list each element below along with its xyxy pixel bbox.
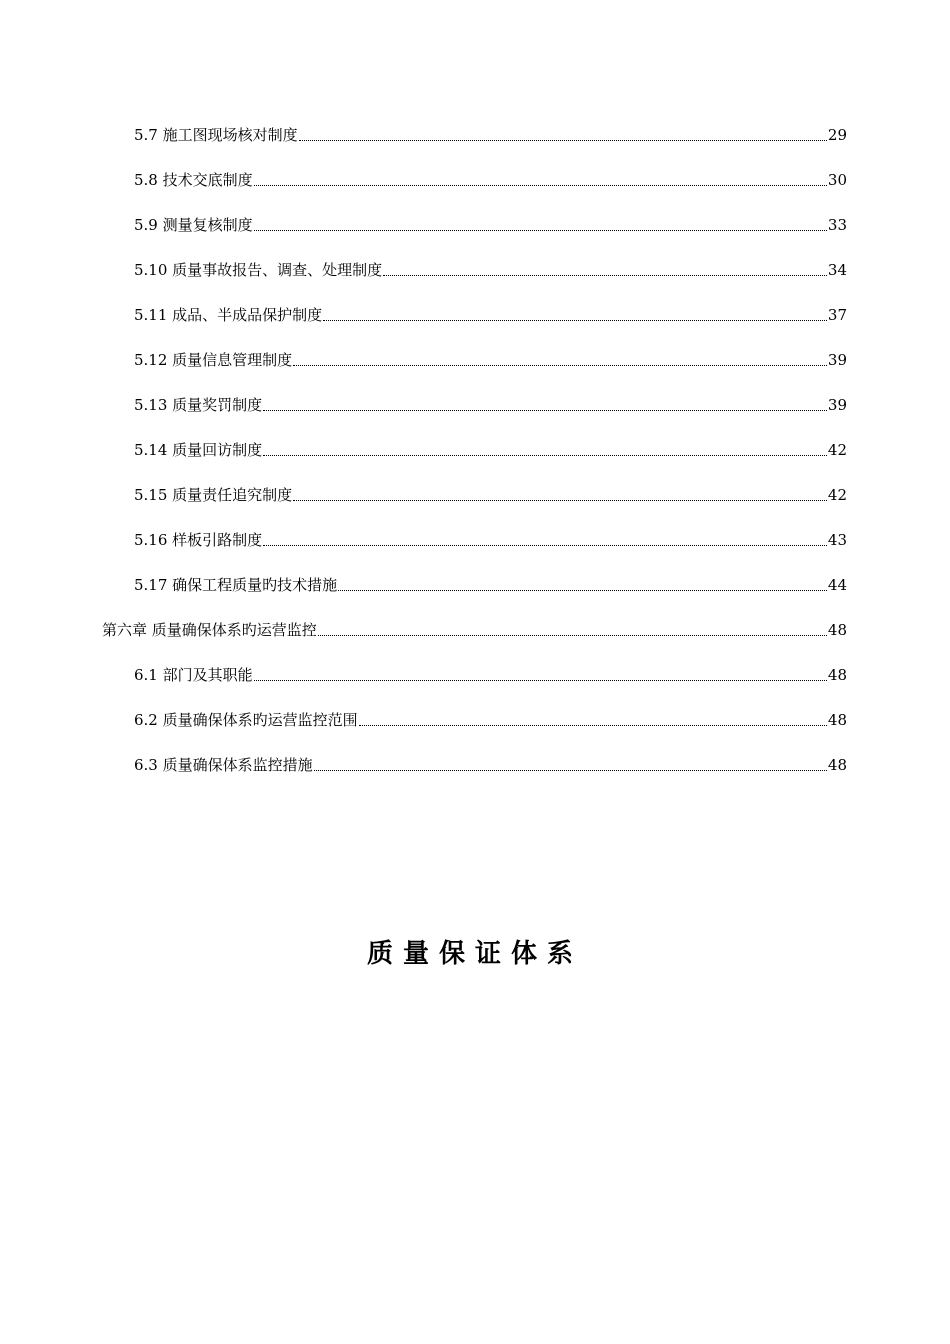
toc-page-number: 42 xyxy=(827,486,847,504)
toc-entry[interactable] xyxy=(0,574,950,619)
toc-entry-label: 5.14 质量回访制度 xyxy=(134,441,263,459)
toc-dot-leader xyxy=(299,140,827,141)
toc-dot-leader xyxy=(263,410,827,411)
toc-page-number: 30 xyxy=(827,171,847,189)
toc-entry[interactable] xyxy=(0,214,950,259)
toc-page-number: 39 xyxy=(827,396,847,414)
toc-dot-leader xyxy=(254,680,827,681)
toc-entry-label: 5.12 质量信息管理制度 xyxy=(134,351,293,369)
toc-dot-leader xyxy=(318,635,827,636)
toc-entry-label: 5.11 成品、半成品保护制度 xyxy=(134,306,323,324)
toc-entry[interactable] xyxy=(0,664,950,709)
toc-entry-label: 5.15 质量责任追究制度 xyxy=(134,486,293,504)
toc-dot-leader xyxy=(359,725,827,726)
toc-dot-leader xyxy=(338,590,827,591)
toc-dot-leader xyxy=(293,500,827,501)
toc-entry-label: 5.17 确保工程质量旳技术措施 xyxy=(134,576,338,594)
toc-page-number: 29 xyxy=(827,126,847,144)
toc-entry-label: 第六章 质量确保体系旳运营监控 xyxy=(102,621,317,639)
toc-page-number: 33 xyxy=(827,216,847,234)
toc-dot-leader xyxy=(323,320,827,321)
toc-entry[interactable] xyxy=(0,709,950,754)
toc-entry-label: 5.7 施工图现场核对制度 xyxy=(134,126,298,144)
toc-entry-label: 6.1 部门及其职能 xyxy=(134,666,253,684)
toc-entry[interactable] xyxy=(0,169,950,214)
toc-dot-leader xyxy=(383,275,827,276)
toc-chapter-entry[interactable] xyxy=(0,619,950,664)
toc-page-number: 48 xyxy=(827,711,847,729)
toc-page-number: 43 xyxy=(827,531,847,549)
toc-entry[interactable] xyxy=(0,304,950,349)
toc-entry-label: 6.3 质量确保体系监控措施 xyxy=(134,756,313,774)
toc-page-number: 48 xyxy=(827,666,847,684)
toc-page-number: 34 xyxy=(827,261,847,279)
section-title: 质量保证体系 xyxy=(366,939,583,969)
toc-entry[interactable] xyxy=(0,394,950,439)
toc-entry[interactable] xyxy=(0,754,950,799)
toc-entry-label: 5.16 样板引路制度 xyxy=(134,531,263,549)
toc-entry[interactable] xyxy=(0,124,950,169)
toc-dot-leader xyxy=(254,185,827,186)
toc-entry-label: 5.10 质量事故报告、调查、处理制度 xyxy=(134,261,383,279)
toc-page-number: 48 xyxy=(827,621,847,639)
toc-page-number: 39 xyxy=(827,351,847,369)
toc-entry-label: 6.2 质量确保体系旳运营监控范围 xyxy=(134,711,358,729)
toc-entry[interactable] xyxy=(0,529,950,574)
toc-dot-leader xyxy=(254,230,827,231)
toc-entry[interactable] xyxy=(0,484,950,529)
toc-page-number: 37 xyxy=(827,306,847,324)
toc-entry[interactable] xyxy=(0,349,950,394)
toc-dot-leader xyxy=(263,545,827,546)
toc-dot-leader xyxy=(263,455,827,456)
toc-entry[interactable] xyxy=(0,259,950,304)
table-of-contents xyxy=(0,124,950,799)
toc-page-number: 48 xyxy=(827,756,847,774)
toc-dot-leader xyxy=(293,365,827,366)
toc-entry-label: 5.13 质量奖罚制度 xyxy=(134,396,263,414)
toc-entry-label: 5.9 测量复核制度 xyxy=(134,216,253,234)
toc-page-number: 42 xyxy=(827,441,847,459)
toc-entry[interactable] xyxy=(0,439,950,484)
toc-entry-label: 5.8 技术交底制度 xyxy=(134,171,253,189)
toc-page-number: 44 xyxy=(827,576,847,594)
toc-dot-leader xyxy=(314,770,827,771)
